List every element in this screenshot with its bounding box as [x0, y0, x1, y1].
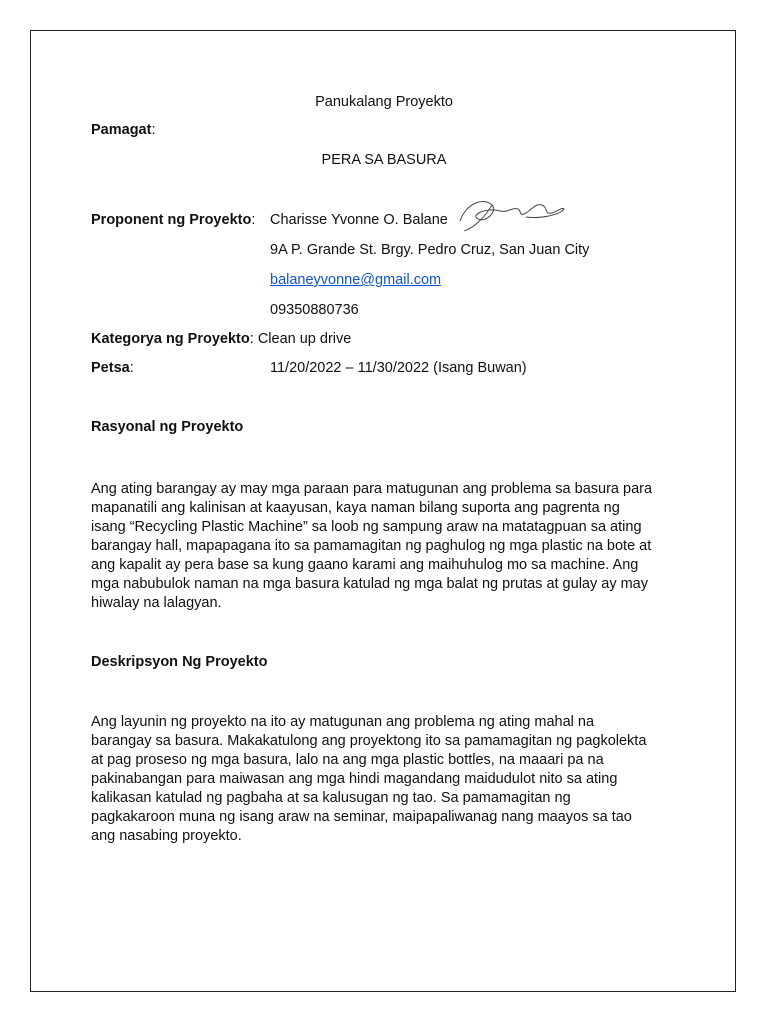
category-label: Kategorya ng Proyekto — [91, 331, 250, 347]
date-label-row — [91, 360, 134, 376]
rationale-heading: Rasyonal ng Proyekto — [91, 419, 244, 435]
description-line: Ang layunin ng proyekto na ito ay matugunan ang problema ng ating mahal na — [91, 714, 595, 730]
rationale-line: mapanatili ang kalinisan at kaayusan, kaya naman bilang suporta ang pagrenta ng — [91, 500, 620, 516]
description-line: pagkakaroon muna ng isang araw na seminar, maipapaliwanag nang maayos sa tao — [91, 809, 632, 825]
description-line: at pag proseso ng mga basura, lalo na ang mga plastic bottles, na maaari pa na — [91, 752, 604, 768]
rationale-line: ang kapalit ay pera base sa kung gaano karami ang maihuhulog mo sa machine. Ang — [91, 557, 639, 573]
date-value: 11/20/2022 – 11/30/2022 (Isang Buwan) — [270, 360, 527, 376]
date-label-colon: : — [129, 360, 134, 376]
description-line: barangay sa basura. Makakatulong ang proyektong ito sa pamamagitan ng pagkolekta — [91, 733, 647, 749]
signature-image — [456, 195, 566, 233]
category-row — [91, 331, 351, 347]
proponent-label-row — [91, 212, 255, 228]
proponent-phone: 09350880736 — [270, 302, 359, 318]
description-line: pakinabangan para maiwasan ang mga hindi magandang maidudulot nito sa ating — [91, 771, 618, 787]
rationale-line: Ang ating barangay ay may mga paraan para matugunan ang problema sa basura para — [91, 481, 653, 497]
proponent-label: Proponent ng Proyekto — [91, 212, 252, 228]
rationale-line: mga nabubulok naman na mga basura katulad ng mga balat ng prutas at gulay ay may — [91, 576, 648, 592]
project-title: PERA SA BASURA — [321, 152, 447, 168]
rationale-paragraph — [91, 480, 691, 613]
proponent-name: Charisse Yvonne O. Balane — [270, 212, 448, 228]
rationale-line: barangay hall, mapapagana ito sa pamamagitan ng paghulog ng mga plastic na bote at — [91, 538, 652, 554]
document-heading: Panukalang Proyekto — [315, 94, 453, 110]
description-paragraph — [91, 713, 691, 846]
rationale-line: isang “Recycling Plastic Machine” sa loob ng sampung araw na matatagpuan sa ating — [91, 519, 642, 535]
rationale-line: hiwalay na lalagyan. — [91, 595, 222, 611]
description-line: kalikasan katulad ng pagbaha at sa kalusugan ng tao. Sa pamamagitan ng — [91, 790, 571, 806]
title-label-colon: : — [151, 122, 156, 138]
proponent-label-colon: : — [251, 212, 256, 228]
description-heading: Deskripsyon Ng Proyekto — [91, 654, 268, 670]
title-label: Pamagat — [91, 122, 152, 138]
document-page — [30, 30, 736, 992]
title-label-row — [91, 122, 155, 138]
description-line: ang nasabing proyekto. — [91, 828, 242, 844]
date-label: Petsa — [91, 360, 130, 376]
proponent-email-link[interactable]: balaneyvonne@gmail.com — [270, 272, 442, 288]
category-label-colon: : — [249, 331, 254, 347]
proponent-address: 9A P. Grande St. Brgy. Pedro Cruz, San Juan City — [270, 242, 590, 258]
category-value: Clean up drive — [257, 331, 352, 347]
